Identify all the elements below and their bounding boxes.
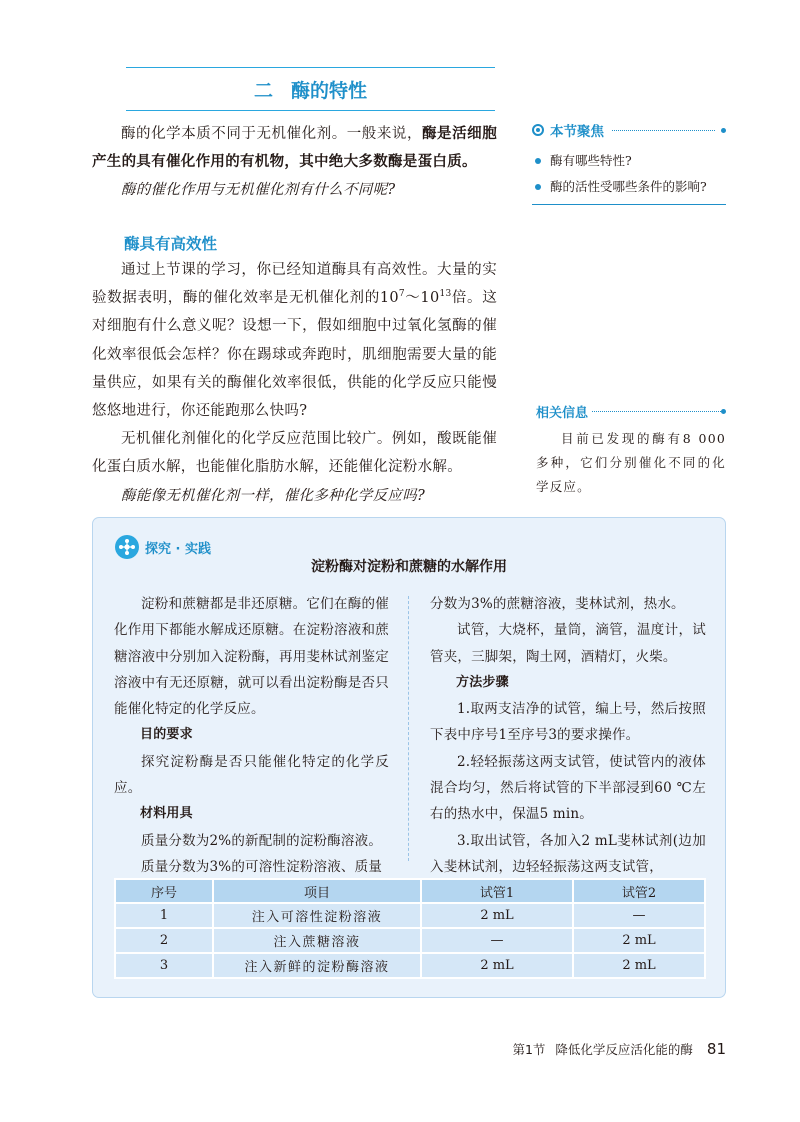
- section-title-text: 酶的特性: [291, 79, 368, 102]
- related-title: 相关信息: [536, 406, 589, 421]
- intro-text: [92, 120, 497, 205]
- intro-question: 酶的催化作用与无机催化剂有什么不同呢?: [121, 182, 396, 199]
- dot-icon: [721, 128, 726, 133]
- cell-item: 注入蔗糖溶液: [213, 928, 421, 953]
- subsection-paragraph-2: 无机催化剂催化的化学反应范围比较广。例如，酸既能催化蛋白质水解，也能催化脂肪水解，还能催化淀粉水解。: [92, 431, 497, 476]
- section-number: 二: [253, 79, 273, 102]
- inquiry-title: 淀粉酶对淀粉和蔗糖的水解作用: [311, 559, 507, 575]
- related-text: 目前已发现的酶有8 000多种，它们分别催化不同的化学反应。: [536, 431, 726, 494]
- focus-header: [532, 120, 726, 140]
- dotted-rule: [592, 411, 721, 412]
- footer-title: 降低化学反应活化能的酶: [555, 1042, 693, 1057]
- cell-tube-2: —: [573, 903, 705, 928]
- exponent-13: 13: [439, 289, 452, 300]
- focus-item-2: 酶的活性受哪些条件的影响?: [550, 179, 707, 194]
- cell-index: 1: [115, 903, 213, 928]
- cell-tube-1: —: [421, 928, 573, 953]
- step-1: 1.取两支洁净的试管，编上号，然后按照下表中序号1至序号3的要求操作。: [430, 701, 706, 744]
- title-bottom-rule: [126, 110, 495, 111]
- inquiry-left-column: [114, 591, 389, 880]
- dotted-rule: [612, 130, 715, 131]
- subsection-body: [92, 256, 497, 510]
- focus-bottom-rule: [532, 204, 726, 205]
- related-header: [536, 402, 726, 421]
- materials-text-1: 质量分数为2%的新配制的淀粉酶溶液。: [141, 832, 383, 849]
- section-title: [126, 67, 495, 111]
- sub-p1-mid: ～10: [404, 290, 440, 307]
- sub-p1-b: 倍。这对细胞有什么意义呢？设想一下，假如细胞中过氧化氢酶的催化效率很低会怎样？你在踢球或奔跑时，肌细胞需要大量的能量供应，如果有关的酶催化效率很低，供能的化学反应只能慢悠悠地进行，你还能跑那么快吗?: [92, 290, 498, 420]
- header-index: 序号: [115, 879, 213, 903]
- section-title-bar: [126, 67, 495, 111]
- step-3: 3.取出试管，各加入2 mL斐林试剂(边加入斐林试剂，边轻轻振荡这两支试管，: [430, 832, 706, 875]
- cell-index: 2: [115, 928, 213, 953]
- materials-heading: 材料用具: [140, 806, 193, 822]
- inquiry-right-column: [430, 591, 706, 880]
- header-tube-2: 试管2: [573, 879, 705, 903]
- table-row: [115, 953, 705, 978]
- procedure-table: [114, 878, 706, 979]
- table-row: [115, 928, 705, 953]
- equipment-text: 试管，大烧杯，量筒，滴管，温度计，试管夹，三脚架，陶土网，酒精灯，火柴。: [430, 622, 706, 665]
- bullet-icon: [535, 184, 541, 190]
- intro-paragraph-1: [92, 120, 497, 176]
- materials-text-2: 质量分数为3%的可溶性淀粉溶液、质量: [141, 858, 383, 875]
- steps-heading: 方法步骤: [456, 674, 509, 690]
- header-item: 项目: [213, 879, 421, 903]
- target-icon: [532, 124, 544, 136]
- cell-tube-2: 2 mL: [573, 928, 705, 953]
- page-footer: [512, 1040, 726, 1058]
- intro-p1-bold: 酶是活细胞产生的具有催化作用的有机物，其中绝大多数酶是蛋白质。: [92, 126, 497, 171]
- cell-tube-2: 2 mL: [573, 953, 705, 978]
- page-number: 81: [706, 1040, 726, 1058]
- cell-tube-1: 2 mL: [421, 903, 573, 928]
- list-item: [532, 148, 726, 174]
- intro-p1-plain: 酶的化学本质不同于无机催化剂。一般来说，: [121, 126, 422, 142]
- related-info-panel: [536, 402, 726, 499]
- focus-item-1: 酶有哪些特性?: [550, 153, 632, 168]
- step-2: 2.轻轻振荡这两支试管，使试管内的液体混合均匀，然后将试管的下半部浸到60 ℃左右的热水中，保温5 min。: [430, 753, 706, 823]
- dot-icon: [721, 409, 726, 414]
- footer-section: 第1节: [512, 1042, 546, 1057]
- focus-title: 本节聚焦: [550, 124, 604, 140]
- table-row: [115, 903, 705, 928]
- cell-item: 注入可溶性淀粉溶液: [213, 903, 421, 928]
- header-tube-1: 试管1: [421, 879, 573, 903]
- focus-panel: [532, 120, 726, 205]
- inquiry-box: [92, 517, 726, 998]
- subsection-question: 酶能像无机催化剂一样，催化多种化学反应吗?: [121, 487, 426, 504]
- materials-continued: 分数为3%的蔗糖溶液，斐林试剂，热水。: [430, 596, 685, 612]
- subsection-paragraph-1: [92, 256, 497, 425]
- column-divider: [408, 596, 409, 861]
- aim-heading: 目的要求: [140, 727, 193, 743]
- subsection-heading: 酶具有高效性: [124, 235, 218, 253]
- cell-item: 注入新鲜的淀粉酶溶液: [213, 953, 421, 978]
- exponent-7: 7: [398, 289, 405, 300]
- list-item: [532, 174, 726, 200]
- cell-index: 3: [115, 953, 213, 978]
- inquiry-label: 探究 · 实践: [145, 541, 211, 557]
- aim-text: 探究淀粉酶是否只能催化特定的化学反应。: [114, 753, 389, 797]
- cell-tube-1: 2 mL: [421, 953, 573, 978]
- inquiry-intro: 淀粉和蔗糖都是非还原糖。它们在酶的催化作用下都能水解成还原糖。在淀粉溶液和蔗糖溶液中分别加入淀粉酶，再用斐林试剂鉴定溶液中有无还原糖，就可以看出淀粉酶是否只能催化特定的化学反应。: [114, 596, 389, 718]
- sub-p1-a: 通过上节课的学习，你已经知道酶具有高效性。大量的实验数据表明，酶的催化效率是无机催化剂的10: [92, 262, 497, 307]
- bullet-icon: [535, 158, 541, 164]
- table-header-row: [115, 879, 705, 903]
- focus-list: [532, 148, 726, 200]
